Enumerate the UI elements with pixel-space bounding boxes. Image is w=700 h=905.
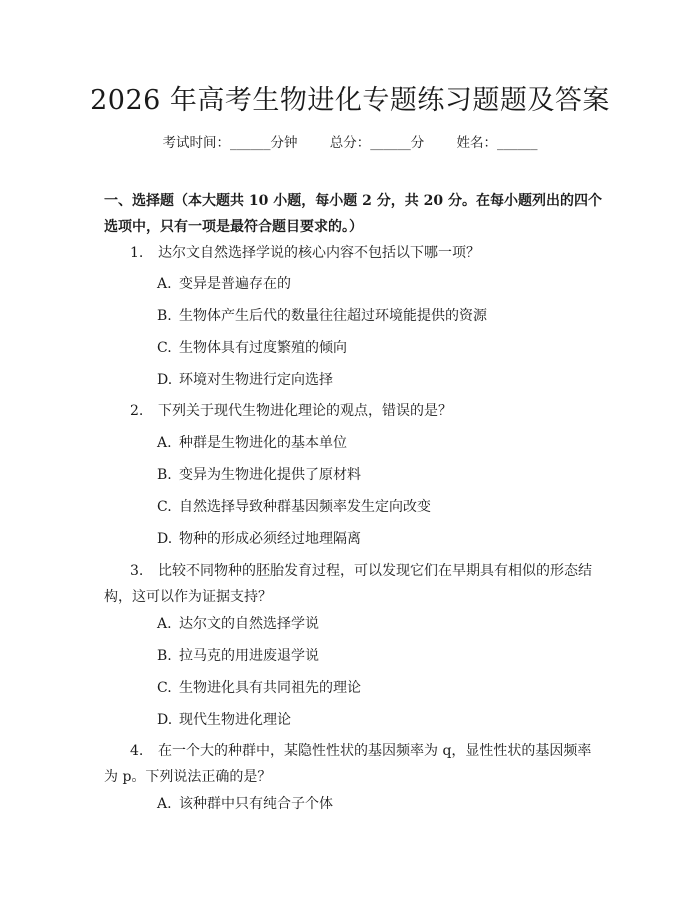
option-label: A. bbox=[157, 435, 172, 451]
option-label: C. bbox=[157, 680, 172, 696]
question-4 bbox=[104, 738, 604, 790]
option-text: 种群是生物进化的基本单位 bbox=[179, 435, 347, 451]
option-label: A. bbox=[157, 796, 172, 812]
question-number: 4. bbox=[130, 743, 144, 759]
option-text: 自然选择导致种群基因频率发生定向改变 bbox=[179, 499, 431, 515]
question-text: 下列关于现代生物进化理论的观点，错误的是？ bbox=[158, 403, 452, 419]
exam-score: 总分：______分 bbox=[329, 135, 425, 151]
option-label: D. bbox=[157, 531, 173, 547]
option-text: 生物体产生后代的数量往往超过环境能提供的资源 bbox=[179, 308, 487, 324]
option-text: 拉马克的用进废退学说 bbox=[179, 648, 319, 664]
document-title: 2026 年高考生物进化专题练习题题及答案 bbox=[90, 85, 610, 116]
option-1b bbox=[157, 306, 597, 326]
question-number: 2. bbox=[130, 403, 144, 419]
question-text: 达尔文自然选择学说的核心内容不包括以下哪一项？ bbox=[158, 245, 480, 261]
option-label: A. bbox=[157, 276, 172, 292]
section-heading: 一、选择题（本大题共 10 小题，每小题 2 分，共 20 分。在每小题列出的四个选项中，只有一项是最符合题目要求的。） bbox=[104, 193, 602, 235]
option-label: A. bbox=[157, 616, 172, 632]
option-label: B. bbox=[157, 308, 172, 324]
option-1a bbox=[157, 274, 597, 294]
option-text: 达尔文的自然选择学说 bbox=[179, 616, 319, 632]
question-1 bbox=[104, 240, 604, 266]
option-label: C. bbox=[157, 340, 172, 356]
exam-time: 考试时间：______分钟 bbox=[162, 135, 298, 151]
option-3a bbox=[157, 614, 597, 634]
exam-meta bbox=[0, 131, 700, 151]
option-4a bbox=[157, 794, 597, 814]
option-label: B. bbox=[157, 648, 172, 664]
question-3 bbox=[104, 558, 604, 610]
question-text: 比较不同物种的胚胎发育过程，可以发现它们在早期具有相似的形态结构，这可以作为证据支持？ bbox=[104, 563, 592, 605]
option-label: B. bbox=[157, 467, 172, 483]
option-text: 变异为生物进化提供了原材料 bbox=[179, 467, 361, 483]
option-text: 现代生物进化理论 bbox=[179, 712, 291, 728]
option-2c bbox=[157, 497, 597, 517]
option-label: D. bbox=[157, 712, 173, 728]
question-2 bbox=[104, 398, 604, 424]
option-text: 生物体具有过度繁殖的倾向 bbox=[179, 340, 347, 356]
question-number: 1. bbox=[130, 245, 144, 261]
option-2a bbox=[157, 433, 597, 453]
option-2d bbox=[157, 529, 597, 549]
question-number: 3. bbox=[130, 563, 144, 579]
option-3b bbox=[157, 646, 597, 666]
option-text: 环境对生物进行定向选择 bbox=[179, 372, 333, 388]
student-name: 姓名：______ bbox=[456, 135, 538, 151]
option-2b bbox=[157, 465, 597, 485]
option-3d bbox=[157, 710, 597, 730]
question-text: 在一个大的种群中，某隐性性状的基因频率为 q，显性性状的基因频率为 p。下列说法正确的是？ bbox=[104, 743, 592, 785]
option-text: 该种群中只有纯合子个体 bbox=[179, 796, 333, 812]
option-1d bbox=[157, 370, 597, 390]
option-text: 物种的形成必须经过地理隔离 bbox=[179, 531, 361, 547]
option-text: 生物进化具有共同祖先的理论 bbox=[179, 680, 361, 696]
option-label: D. bbox=[157, 372, 173, 388]
option-label: C. bbox=[157, 499, 172, 515]
option-1c bbox=[157, 338, 597, 358]
option-text: 变异是普遍存在的 bbox=[179, 276, 291, 292]
option-3c bbox=[157, 678, 597, 698]
